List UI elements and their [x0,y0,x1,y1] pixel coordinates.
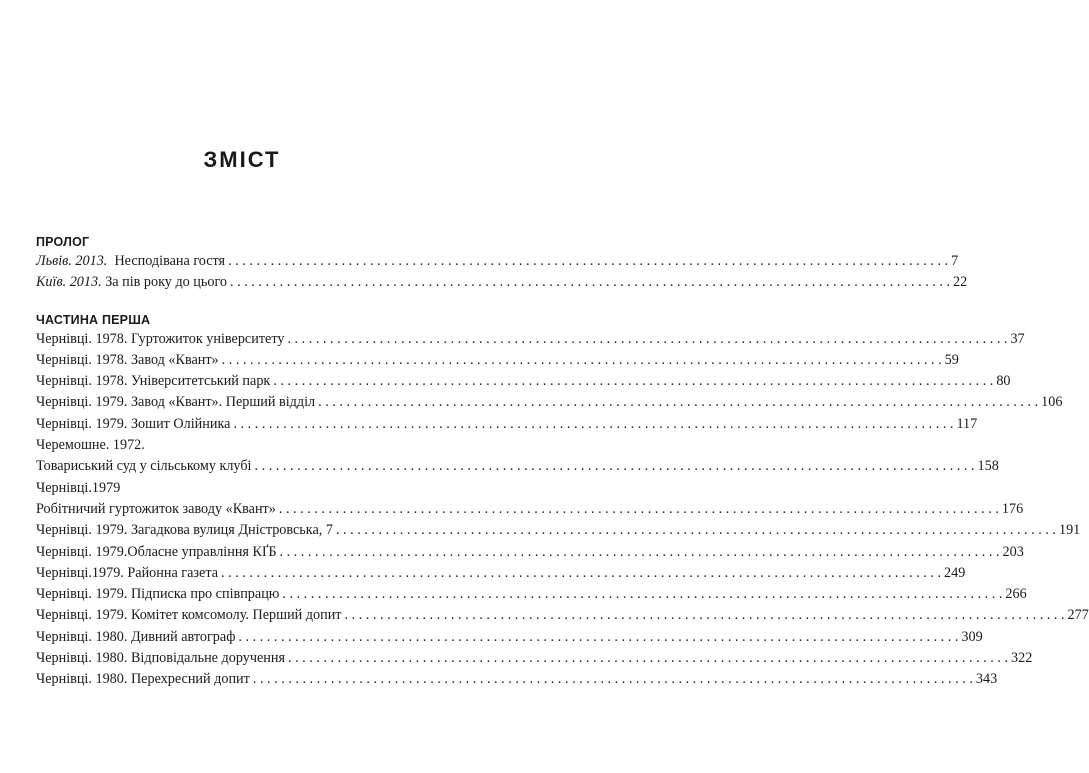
toc-entry-page: 7 [951,253,959,269]
toc-entry [36,456,999,477]
toc-entry-page: 322 [1011,650,1033,667]
toc-entry [36,350,959,371]
leader-dots [336,520,1056,541]
toc-entry-page: 309 [961,628,983,645]
leader-dots [233,414,953,435]
toc-entry-text: Чернівці. 1979. Комітет комсомолу. Перший допит [36,607,342,624]
toc-entry [36,251,959,272]
part-one-section [36,312,1089,691]
leader-dots [282,584,1002,605]
toc-entry [36,627,983,648]
toc-entry-page: 203 [1002,543,1024,560]
toc-entry-page: 277 [1067,607,1089,624]
toc-entry-page: 176 [1001,500,1024,517]
leader-dots [345,605,1065,626]
toc-entry-text: Чернівці. 1978. Гуртожиток університету [36,330,285,347]
toc-entry-text: Товариський суд у сільському клубі [36,458,252,475]
table-of-contents [36,234,1089,709]
toc-entry-page: 249 [944,564,966,581]
toc-entry [36,371,1011,392]
toc-entry-text: Чернівці. 1979. Загадкова вулиця Дністровська, 7 [36,522,333,539]
toc-entry-text: Черемошне. 1972. [36,437,145,454]
leader-dots [318,392,1038,413]
toc-entry-page: 59 [944,351,959,368]
toc-entry [36,584,1027,605]
toc-entry [36,478,460,499]
toc-entry [36,414,978,435]
toc-entry [36,499,1024,520]
toc-entry-page: 22 [953,274,968,291]
section-heading-part-one: ЧАСТИНА ПЕРША [36,312,151,327]
toc-entry-page: 37 [1010,330,1025,347]
leader-dots [228,251,948,272]
leader-dots [221,563,941,584]
leader-dots [273,371,993,392]
toc-entry [36,520,1081,541]
toc-entry-page: 106 [1041,394,1063,411]
toc-entry-text: Робітничий гуртожиток заводу «Квант» [36,500,276,517]
toc-entry-text: Чернівці.1979. Районна газета [36,564,218,581]
section-heading-prologue: ПРОЛОГ [36,235,90,249]
toc-entry [36,272,968,293]
toc-entry-place: Львів. 2013. [36,253,108,269]
toc-entry-text: Чернівці. 1978. Завод «Квант» [36,351,219,368]
toc-entry-text: Чернівці. 1979. Зошит Олійника [36,415,231,432]
toc-entry-page: 191 [1058,522,1081,539]
toc-entry-page: 80 [996,373,1011,390]
toc-entry-text: Чернівці. 1978. Університетський парк [36,373,271,390]
toc-entry-text: Чернівці. 1980. Перехресний допит [36,671,250,688]
toc-entry-text: Чернівці. 1980. Відповідальне доручення [36,650,285,667]
toc-entry-page: 343 [975,671,998,688]
toc-entry-page: 158 [977,458,999,475]
toc-entry-label [36,251,225,272]
leader-dots [255,456,975,477]
leader-dots [279,542,999,563]
toc-entry [36,392,1063,413]
toc-entry [36,669,998,690]
toc-entry [36,542,1024,563]
toc-entry-text: За пів року до цього [105,274,228,291]
toc-entry-page: 117 [956,415,978,432]
toc-entry [36,435,460,456]
toc-entry-text: Чернівці. 1979.Обласне управління КҐБ [36,543,277,560]
toc-entry-label [36,272,227,293]
prologue-section [36,234,968,294]
leader-dots [287,329,1007,350]
leader-dots [222,350,942,371]
toc-entry [36,605,1089,626]
toc-entry-text: Чернівці.1979 [36,479,121,496]
toc-entry [36,329,1025,350]
toc-entry-text: Чернівці. 1980. Дивний автограф [36,628,236,645]
toc-entry [36,648,1033,669]
toc-entry-text: Чернівці. 1979. Підписка про співпрацю [36,586,280,603]
leader-dots [288,648,1008,669]
toc-entry-text: Несподівана гостя [114,253,226,269]
toc-entry [36,563,966,584]
toc-entry-place: Київ. 2013. [36,274,102,291]
page-title: ЗМІСТ [203,147,281,172]
leader-dots [238,627,958,648]
toc-entry-text: Чернівці. 1979. Завод «Квант». Перший відділ [36,394,316,411]
leader-dots [253,669,973,690]
leader-dots [279,499,999,520]
toc-entry-page: 266 [1005,586,1027,603]
leader-dots [230,272,950,293]
